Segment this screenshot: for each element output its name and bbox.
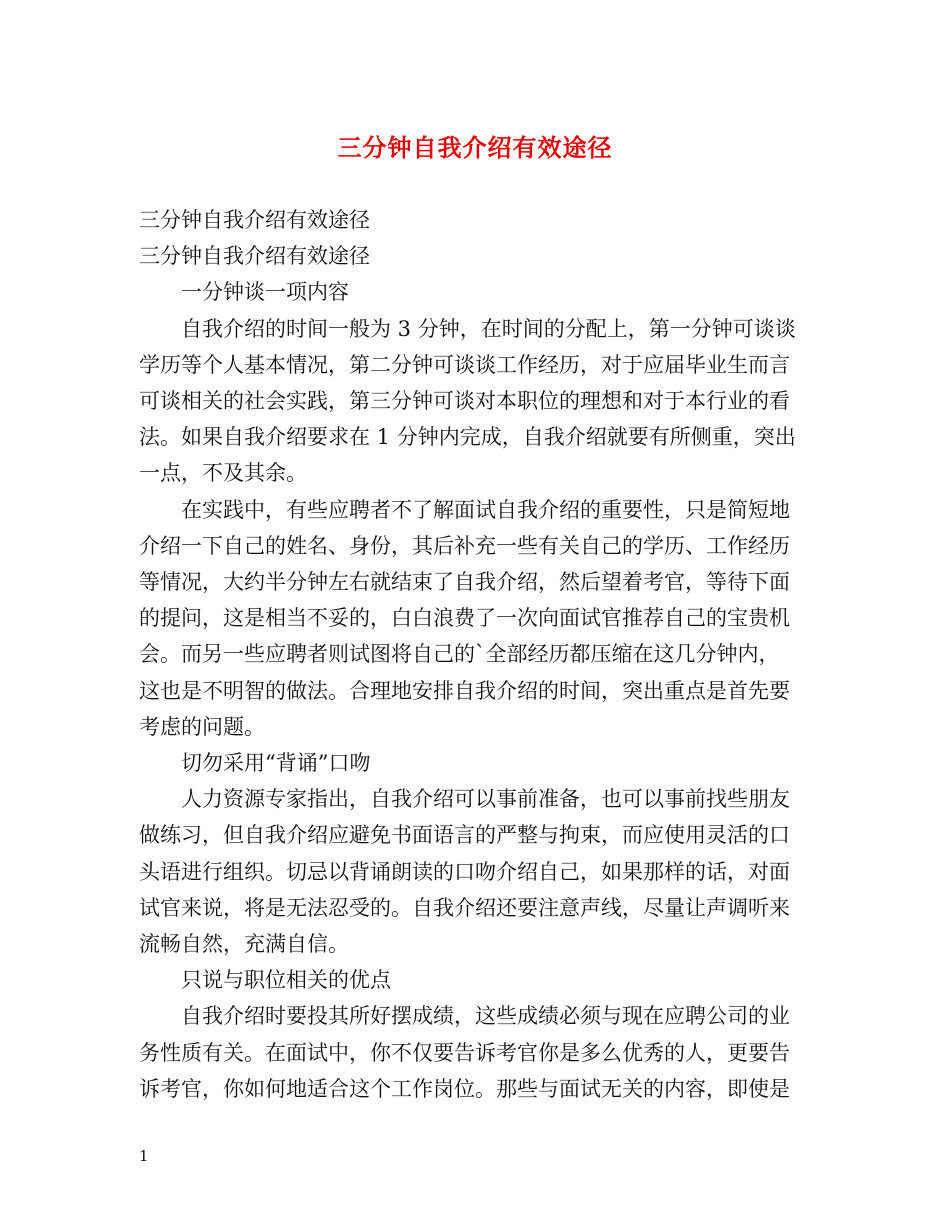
body-line: 学历等个人基本情况，第二分钟可谈谈工作经历，对于应届毕业生而言 bbox=[139, 352, 790, 377]
body-line: 三分钟自我介绍有效途径 bbox=[139, 244, 370, 269]
body-line: 三分钟自我介绍有效途径 bbox=[139, 208, 370, 232]
body-line: 这也是不明智的做法。合理地安排自我介绍的时间，突出重点是首先要 bbox=[139, 678, 790, 703]
body-line: 头语进行组织。切忌以背诵朗读的口吻介绍自己，如果那样的话，对面 bbox=[139, 859, 790, 884]
body-line: 的提问，这是相当不妥的，白白浪费了一次向面试官推荐自己的宝贵机 bbox=[139, 606, 790, 631]
body-line: 介绍一下自己的姓名、身份，其后补充一些有关自己的学历、工作经历 bbox=[139, 533, 790, 558]
body-line: 做练习，但自我介绍应避免书面语言的严整与拘束，而应使用灵活的口 bbox=[139, 823, 790, 848]
body-line: 等情况，大约半分钟左右就结束了自我介绍，然后望着考官，等待下面 bbox=[139, 570, 790, 595]
body-line: 考虑的问题。 bbox=[139, 714, 265, 739]
body-line: 法。如果自我介绍要求在 1 分钟内完成，自我介绍就要有所侧重，突出 bbox=[139, 425, 796, 450]
body-line: 流畅自然，充满自信。 bbox=[139, 932, 349, 957]
page-number: 1 bbox=[139, 1147, 149, 1165]
body-line: 会。而另一些应聘者则试图将自己的`全部经历都压缩在这几分钟内， bbox=[139, 642, 780, 667]
body-line: 自我介绍时要投其所好摆成绩，这些成绩必须与现在应聘公司的业 bbox=[139, 1004, 790, 1029]
document-title: 三分钟自我介绍有效途径 bbox=[337, 133, 613, 162]
body-line: 一点，不及其余。 bbox=[139, 461, 307, 486]
section-heading: 一分钟谈一项内容 bbox=[139, 280, 349, 305]
body-line: 务性质有关。在面试中，你不仅要告诉考官你是多么优秀的人，更要告 bbox=[139, 1040, 790, 1065]
section-heading: 只说与职位相关的优点 bbox=[139, 968, 391, 993]
body-line: 可谈相关的社会实践，第三分钟可谈对本职位的理想和对于本行业的看 bbox=[139, 389, 790, 414]
body-line: 人力资源专家指出，自我介绍可以事前准备，也可以事前找些朋友 bbox=[139, 787, 790, 812]
section-heading: 切勿采用“背诵”口吻 bbox=[139, 751, 371, 776]
body-line: 诉考官，你如何地适合这个工作岗位。那些与面试无关的内容，即使是 bbox=[139, 1076, 790, 1101]
body-line: 在实践中，有些应聘者不了解面试自我介绍的重要性，只是简短地 bbox=[139, 497, 790, 522]
body-line: 试官来说，将是无法忍受的。自我介绍还要注意声线，尽量让声调听来 bbox=[139, 895, 790, 920]
body-line: 自我介绍的时间一般为 3 分钟，在时间的分配上，第一分钟可谈谈 bbox=[139, 316, 796, 341]
document-body bbox=[139, 202, 815, 1107]
